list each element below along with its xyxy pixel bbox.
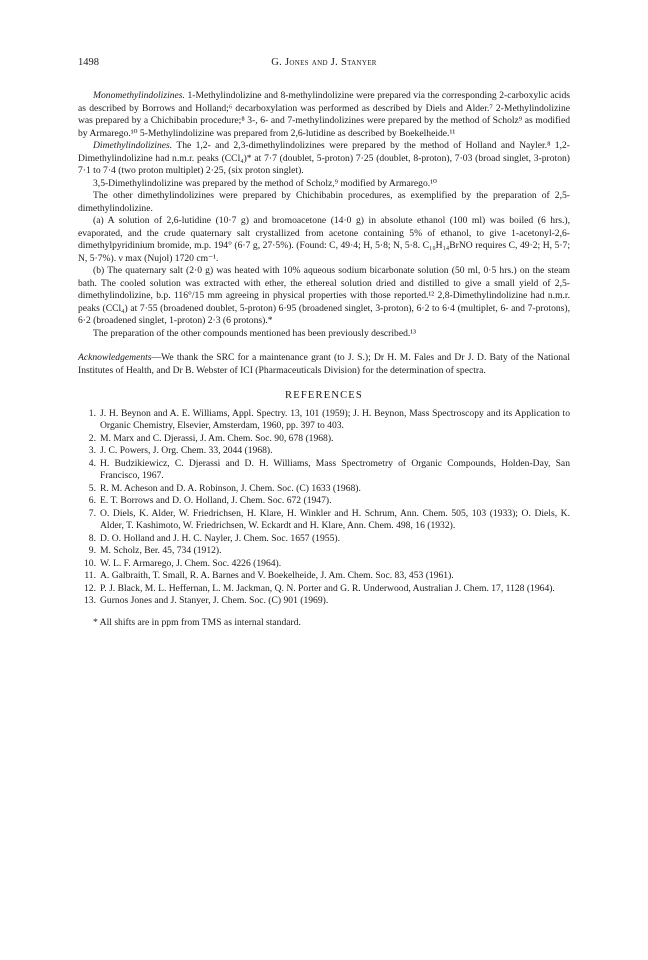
reference-item: 5. R. M. Acheson and D. A. Robinson, J. Chem. Soc. (C) 1633 (1968). — [88, 482, 361, 494]
paragraph-procedure-a: (a) A solution of 2,6-lutidine (10·7 g) and bromoacetone (14·0 g) in absolute ethanol (100 ml) was boiled (6 hrs.), evaporated, and the crude quaternary salt crystallized from acetone containing 5% of ethanol, to give 1-acetonyl-2,6-dimethylpyridinium bromide, m.p. 194° (6·7 g, 27·5%). (Found: C, 49·4; H, 5·8; N, 5·8. C₁₀H₁₄BrNO requires C, 49·2; H, 5·7; N, 5·7%). ν max (Nujol) 1720 cm⁻¹. — [78, 215, 570, 264]
reference-item: 11. A. Galbraith, T. Small, R. A. Barnes and V. Boekelheide, J. Am. Chem. Soc. 83, 453 (1961). — [84, 570, 454, 581]
reference-item: 12. P. J. Black, M. L. Heffernan, L. M. Jackman, Q. N. Porter and G. R. Underwood, Australian J. Chem. 17, 1128 (1964). — [84, 582, 555, 594]
reference-item: 2. M. Marx and C. Djerassi, J. Am. Chem. Soc. 90, 678 (1968). — [88, 432, 334, 444]
paragraph-other-dimethyl: The other dimethylindolizines were prepared by Chichibabin procedures, as exemplified by the preparation of 2,5-dimethylindolizine. — [78, 190, 570, 214]
article-body — [78, 90, 570, 629]
paragraph-35-dimethyl: 3,5-Dimethylindolizine was prepared by the method of Scholz,⁹ modified by Armarego.¹⁰ — [93, 177, 437, 189]
reference-item: 7. O. Diels, K. Alder, W. Friedrichsen, H. Klare, H. Winkler and H. Schrum, Ann. Chem. 505, 103 (1933); O. Diels, K. Alder, T. Kashimoto, W. Friedrichsen, W. Eckardt and H. Klare, Ann. Chem. 498, 16 (1932). — [88, 507, 570, 531]
acknowledgements: Acknowledgements—We thank the SRC for a maintenance grant (to J. S.); Dr H. M. Fales and Dr J. D. Baty of the National Institutes of Health, and Dr B. Webster of ICI (Pharmaceuticals Division) for the determination of spectra. — [78, 352, 570, 376]
paragraph-monomethyl: Monomethylindolizines. 1-Methylindolizine and 8-methylindolizine were prepared via the corresponding 2-carboxylic acids as described by Borrows and Holland;⁶ decarboxylation was performed as described by Diels and Alder.⁷ 2-Methylindolizine was prepared by a Chichibabin procedure;⁸ 3-, 6- and 7-methylindolizines were prepared by the method of Scholz⁹ as modified by Armarego.¹⁰ 5-Methylindolizine was prepared from 2,6-lutidine as described by Boekelheide.¹¹ — [78, 90, 570, 139]
reference-item: 4. H. Budzikiewicz, C. Djerassi and D. H. Williams, Mass Spectrometry of Organic Compounds, Holden-Day, San Francisco, 1967. — [88, 457, 570, 481]
page-number: 1498 — [78, 57, 99, 68]
section-lead: Monomethylindolizines. — [93, 90, 185, 101]
reference-item: 3. J. C. Powers, J. Org. Chem. 33, 2044 (1968). — [88, 445, 273, 456]
reference-item: 9. M. Scholz, Ber. 45, 734 (1912). — [88, 545, 222, 556]
paragraph-procedure-b: (b) The quaternary salt (2·0 g) was heated with 10% aqueous sodium bicarbonate solution (50 ml, 0·5 hrs.) on the steam bath. The cooled solution was extracted with ether, the ethereal solution dried and distilled to give a small yield of 2,5-dimethylindolizine, b.p. 116°/15 mm agreeing in physical properties with those reported.¹² 2,8-Dimethylindolizine had n.m.r. peaks (CCl₄) at 7·55 (broadened doublet, 5-proton) 6·95 (broadened singlet, 3-proton), 6·2 to 6·4 (multiplet, 6- and 7-protons), 6·2 (broadened singlet, 1-proton) 2·3 (6 protons).* — [78, 265, 570, 326]
running-header — [78, 57, 570, 71]
reference-item: 1. J. H. Beynon and A. E. Williams, Appl. Spectry. 13, 101 (1959); J. H. Beynon, Mass Spectroscopy and its Application to Organic Chemistry, Elsevier, Amsterdam, 1960, pp. 397 to 403. — [88, 407, 570, 431]
reference-list — [78, 408, 570, 608]
reference-item: 13. Gurnos Jones and J. Stanyer, J. Chem. Soc. (C) 901 (1969). — [84, 595, 329, 606]
footnote: * All shifts are in ppm from TMS as internal standard. — [93, 616, 301, 628]
reference-item: 6. E. T. Borrows and D. O. Holland, J. Chem. Soc. 672 (1947). — [88, 495, 332, 506]
references-heading: REFERENCES — [285, 390, 363, 401]
running-authors: G. Jones and J. Stanyer — [271, 57, 377, 68]
acknowledgements-lead: Acknowledgements — [78, 352, 152, 363]
paragraph-previous: The preparation of the other compounds mentioned has been previously described.¹³ — [93, 327, 417, 339]
reference-item: 8. D. O. Holland and J. H. C. Nayler, J. Chem. Soc. 1657 (1955). — [88, 532, 340, 544]
reference-item: 10. W. L. F. Armarego, J. Chem. Soc. 4226 (1964). — [84, 557, 282, 569]
section-lead: Dimethylindolizines. — [93, 140, 173, 151]
paragraph-dimethyl: Dimethylindolizines. The 1,2- and 2,3-dimethylindolizines were prepared by the method of Holland and Nayler.⁸ 1,2-Dimethylindolizine had n.m.r. peaks (CCl₄)* at 7·7 (doublet, 5-proton) 7·25 (doublet, 8-proton), 7·03 (broad singlet, 3-proton) 7·1 to 7·4 (two proton multiplet) 2·25, (six proton singlet). — [78, 140, 570, 176]
